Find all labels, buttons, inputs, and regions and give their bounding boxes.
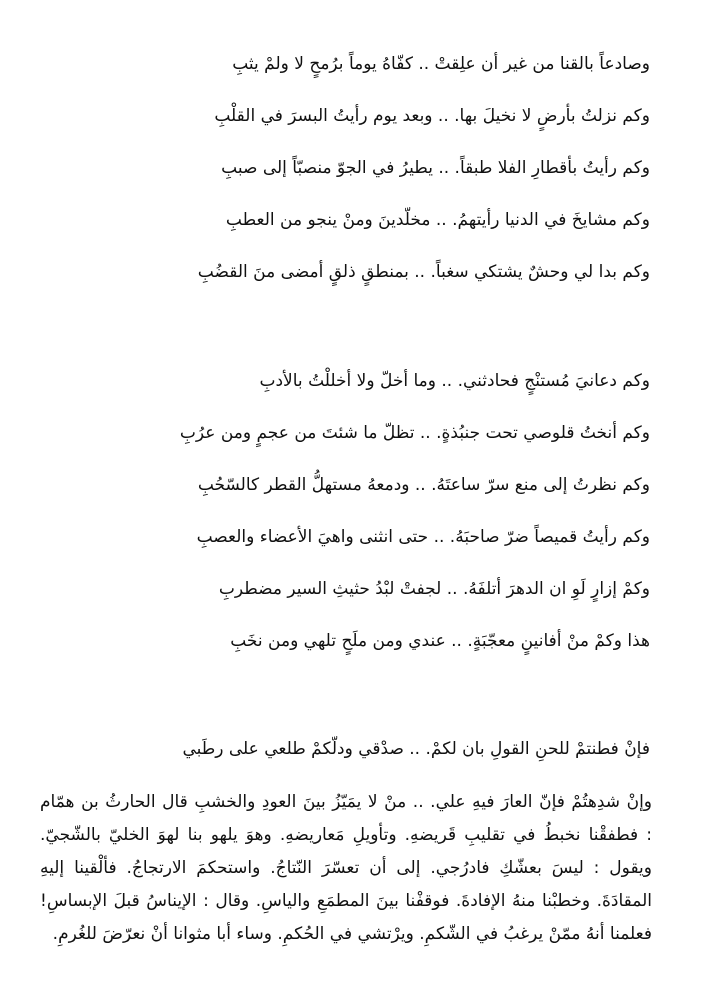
verse-line: هذا وكمْ منْ أفانينٍ معجّبَةٍ. .. عندي ومن ملَحٍ تلهي ومن نخَبِ: [230, 631, 650, 651]
prose-paragraph: [40, 786, 652, 951]
verse-line: فإنْ فطنتمْ للحنِ القولِ بان لكمْ. .. صدْقي ودلّكمْ طلعي على رطَبي: [182, 739, 650, 759]
verse-line: وكم رأيتُ قميصاً ضرّ صاحبَهُ. .. حتى انثنى واهيَ الأعضاء والعصبِ: [196, 527, 650, 547]
verse-line: وكم أنختُ قلوصي تحت جنبُذةٍ. .. تظلّ ما شئتَ من عجمٍ ومن عرُبِ: [179, 423, 650, 443]
verse-line: وكم نزلتُ بأرضٍ لا نخيلَ بها. .. وبعد يوم رأيتُ البسرَ في القلْبِ: [214, 106, 650, 126]
prose-line: : فطفقْنا نخبطُ في تقليبِ قَريضهِ. وتأويلِ مَعاريضهِ. وهوَ يلهو بنا لهوَ الخليّ بالشّجيّ.: [40, 825, 652, 845]
verse-line: وصادعاً بالقنا من غير أن علِقتْ .. كفّاهُ يوماً برُمحٍ لا ولمْ يثبِ: [232, 54, 650, 74]
prose-line: فعلمنا أنهُ ممّنْ يرغبُ في الشّكمِ. ويرْتشي في الحُكمِ. وساء أبا مثوانا أنْ نعرّضَ للغُرمِ.: [52, 924, 652, 944]
verse-line: وكم دعانيَ مُستنْجٍ فحادثني. .. وما أخلّ ولا أخللْتُ بالأدبِ: [259, 371, 650, 391]
prose-line: وإنْ شدِهتُمْ فإنّ العارَ فيهِ علي. .. منْ لا يمَيّزُ بينَ العودِ والخشبِ قال الحارثُ بن همّام: [40, 792, 652, 812]
verse-line: وكم نظرتُ إلى منع سرّ ساعتَهُ. .. ودمعهُ مستهلُّ القطر كالسّحُبِ: [197, 475, 650, 495]
prose-line: ويقول : ليسَ بعشّكِ فادرُجي. إلى أن تعسّرَ النّتاجُ. واستحكمَ الارتجاجُ. فألْقينا إليهِ: [40, 858, 652, 878]
verse-line: وكمْ إزارٍ لَوِ ان الدهرَ أتلفَهُ. .. لجفتْ لبْدُ حثيثِ السير مضطربِ: [218, 579, 650, 599]
prose-line: المقادَةَ. وخطبْنا منهُ الإفادةَ. فوقفْنا بينَ المطمَعِ والياسِ. وقال : الإيناسُ قبلَ الإبساسِ!: [40, 891, 652, 911]
verse-line: وكم مشايخَ في الدنيا رأيتهمُ. .. مخلّدينَ ومنْ ينجو من العطبِ: [225, 210, 650, 230]
verse-line: وكم رأيتُ بأقطارِ الفلا طبقاً. .. يطيرُ في الجوّ منصبّاً إلى صببِ: [221, 158, 650, 178]
verse-line: وكم بدا لي وحشٌ يشتكي سغباً. .. بمنطقٍ ذلقٍ أمضى منَ القضُبِ: [197, 262, 650, 282]
